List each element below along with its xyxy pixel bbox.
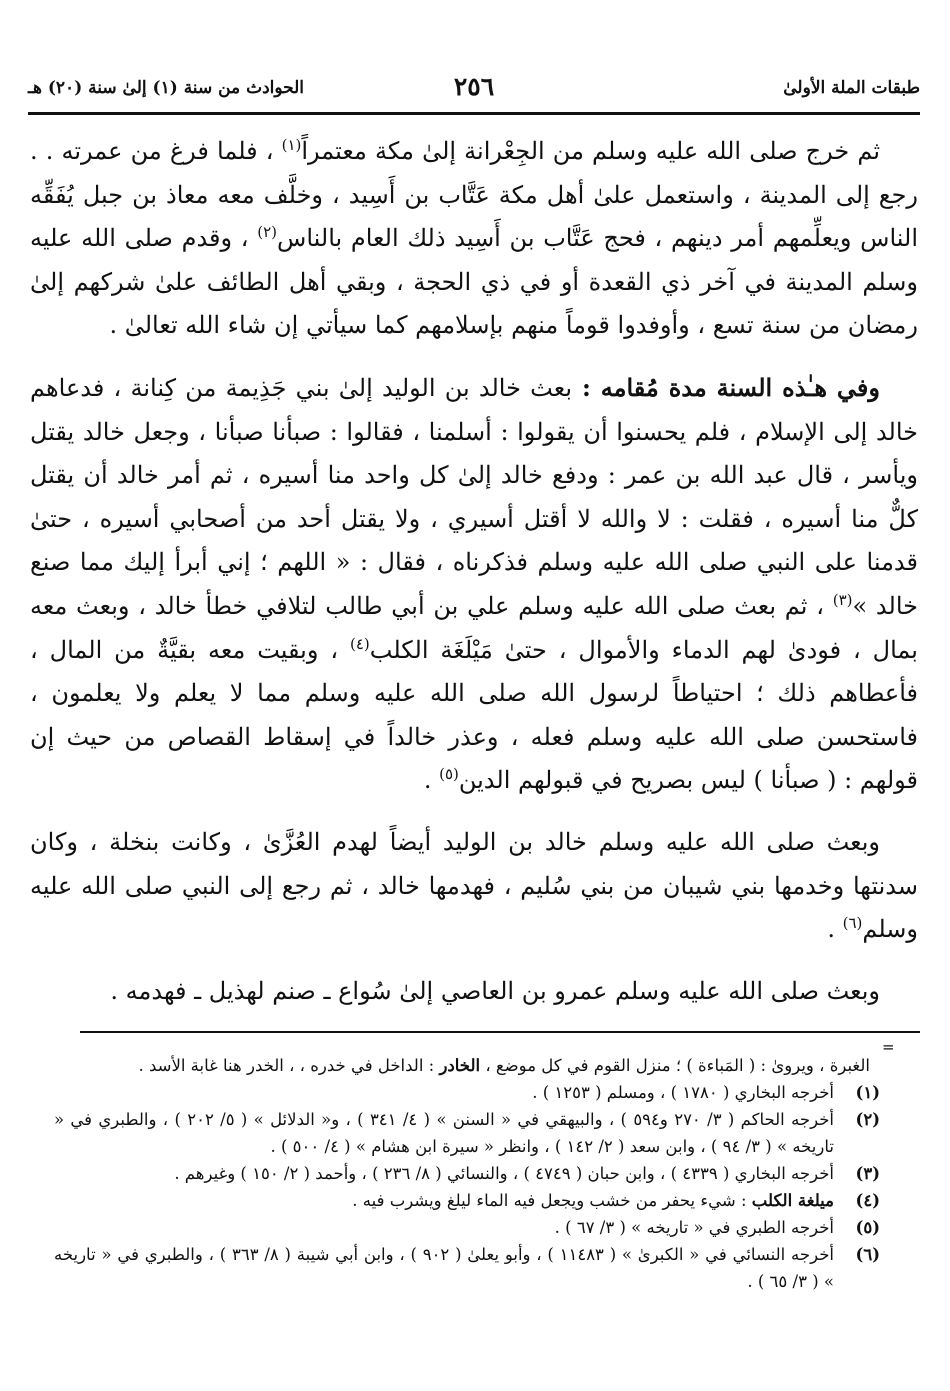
footnote-ref-3: (٣) xyxy=(832,590,853,609)
chapter-title: الحوادث من سنة (١) إلىٰ سنة (٢٠) هـ xyxy=(28,78,305,98)
gloss-keyword: الخادر xyxy=(439,1056,481,1075)
footnote-ref-2: (٢) xyxy=(257,223,278,242)
footnote-text xyxy=(54,1187,834,1214)
footnote-text: أخرجه الحاكم ( ٣/ ٢٧٠ و٥٩٤ ) ، والبيهقي في « السنن » ( ٤/ ٣٤١ ) ، و« الدلائل » ( ٥/ ٢٠٢ ) ، والطبري في « تاريخه » ( ٣/ ٩٤ ) ، وابن سعد ( ٢/ ١٤٢ ) ، وانظر « سيرة ابن هشام » ( ٤/ ٥٠٠ ) . xyxy=(54,1110,835,1156)
footnote-continuation xyxy=(54,1052,880,1079)
footnote-number: (٤) xyxy=(855,1191,880,1210)
footnote-5 xyxy=(54,1214,880,1241)
footnote-ref-4: (٤) xyxy=(349,634,370,653)
header-rule xyxy=(28,112,920,115)
footnote-rule xyxy=(80,1031,920,1033)
footnote-number: (٢) xyxy=(855,1110,880,1129)
paragraph-uzza xyxy=(30,821,918,952)
footnote-text: أخرجه البخاري ( ١٧٨٠ ) ، ومسلم ( ١٢٥٣ ) . xyxy=(532,1083,834,1102)
footnote-text: أخرجه البخاري ( ٤٣٣٩ ) ، وابن حبان ( ٤٧٤٩ ) ، والنسائي ( ٨/ ٢٣٦ ) ، وأحمد ( ٢/ ١٥٠ ) وغيرهم . xyxy=(174,1164,834,1183)
text-segment: . xyxy=(423,766,440,795)
paragraph-suwa xyxy=(30,970,918,1014)
gloss-text: الغبرة ، ويروىٰ : ( المَباءة ) ؛ منزل القوم في كل موضع ، xyxy=(480,1056,870,1075)
footnote-number: (٥) xyxy=(855,1218,880,1237)
footnote-2 xyxy=(54,1106,880,1160)
gloss-text: : الداخل في خدره ، ، الخدر هنا غابة الأسد . xyxy=(138,1056,440,1075)
footnote-number: (١) xyxy=(855,1083,880,1102)
text-segment: ثم خرج صلى الله عليه وسلم من الجِعْرانة إلىٰ مكة معتمراً xyxy=(301,137,880,165)
text-segment: ، وقدم صلى الله عليه وسلم المدينة في آخر ذي القعدة أو في ذي الحجة ، وبقي أهل الطائف علىٰ شركهم إلىٰ رمضان من سنة تسع ، وأوفدوا قوماً منهم بإسلامهم كما سيأتي إن شاء الله تعالىٰ . xyxy=(30,224,918,340)
continuation-mark: = xyxy=(882,1038,895,1056)
footnote-keyword: ميلغة الكلب xyxy=(751,1191,834,1210)
footnote-number: (٣) xyxy=(855,1164,880,1183)
footnote-ref-6: (٦) xyxy=(842,914,863,933)
text-segment: . xyxy=(827,915,843,944)
paragraph-return-to-medina xyxy=(30,130,918,348)
footnotes xyxy=(54,1052,880,1295)
paragraph-bani-jadhima xyxy=(30,366,918,803)
footnote-6 xyxy=(54,1241,880,1295)
footnote-text: أخرجه النسائي في « الكبرىٰ » ( ١١٤٨٣ ) ، وأبو يعلىٰ ( ٩٠٢ ) ، وابن أبي شيبة ( ٨/ ٣٦٣ ) ، والطبري في « تاريخه » ( ٣/ ٦٥ ) . xyxy=(54,1245,834,1291)
running-header xyxy=(28,70,920,110)
footnote-3 xyxy=(54,1160,880,1187)
page-number: ٢٥٦ xyxy=(453,72,495,101)
text-segment: وبعث صلى الله عليه وسلم عمرو بن العاصي إلىٰ سُواع ـ صنم لهذيل ـ فهدمه . xyxy=(110,976,880,1005)
text-segment: بعث خالد بن الوليد إلىٰ بني جَذِيمة من كِنانة ، فدعاهم خالد إلى الإسلام ، فلم يحسنوا أن يقولوا : أسلمنا ، فقالوا : صبأنا صبأنا ، وجعل خالد يقتل ويأسر ، قال عبد الله بن عمر : ودفع خالد إلىٰ كل واحد منا أسيره ، ثم أمر خالد أن يقتل كلٌّ منا أسيره ، فقلت : لا والله لا أقتل أسيري ، ولا يقتل أحد من أصحابي أسيره ، حتىٰ قدمنا على النبي صلى الله عليه وسلم فذكرناه ، فقال : « اللهم ؛ إني أبرأ إليك مما صنع خالد » xyxy=(30,373,918,620)
paragraph-lead: وفي هـٰذه السنة مدة مُقامه : xyxy=(572,372,880,402)
footnote-number: (٦) xyxy=(855,1245,880,1264)
text-segment: ، وبقيت معه بقيَّةٌ من المال ، فأعطاهم ذلك ؛ احتياطاً لرسول الله صلى الله عليه وسلم مما لا يعلم ولا يعلمون ، فاستحسن صلى الله عليه وسلم فعله ، وعذر خالداً في إسقاط القصاص من حيث إن قولهم : ( صبأنا ) ليس بصريح في قبولهم الدين xyxy=(30,635,918,795)
footnote-ref-5: (٥) xyxy=(439,765,459,784)
footnote-ref-1: (١) xyxy=(281,136,302,154)
footnote-text: أخرجه الطبري في « تاريخه » ( ٣/ ٦٧ ) . xyxy=(554,1218,834,1237)
text-segment: ، فلما فرغ من عمرته . . رجع إلى المدينة ، واستعمل علىٰ أهل مكة عَتَّاب بن أَسِيد ، وخلَّف معه معاذ بن جبل يُفَقِّه الناس ويعلِّمهم أمر دينهم ، فحج عَتَّاب بن أَسِيد ذلك العام بالناس xyxy=(30,137,918,253)
main-text xyxy=(30,130,918,1013)
text-segment: ، ثم بعث صلى الله عليه وسلم علي بن أبي طالب لتلافي خطأ خالد ، وبعث معه بمال ، فودىٰ لهم الدماء والأموال ، حتىٰ مَيْلَغَة الكلب xyxy=(30,591,918,664)
footnote-4 xyxy=(54,1187,880,1214)
footnote-1 xyxy=(54,1079,880,1106)
book-title: طبقات الملة الأولىٰ xyxy=(783,78,920,98)
footnote-definition: : شيء يحفر من خشب ويجعل فيه الماء ليلغ ويشرب فيه . xyxy=(352,1191,752,1210)
text-segment: وبعث صلى الله عليه وسلم خالد بن الوليد أيضاً لهدم العُزَّىٰ ، وكانت بنخلة ، وكان سدنتها وخدمها بني شيبان من بني سُليم ، فهدمها خالد ، ثم رجع إلى النبي صلى الله عليه وسلم xyxy=(30,827,918,944)
